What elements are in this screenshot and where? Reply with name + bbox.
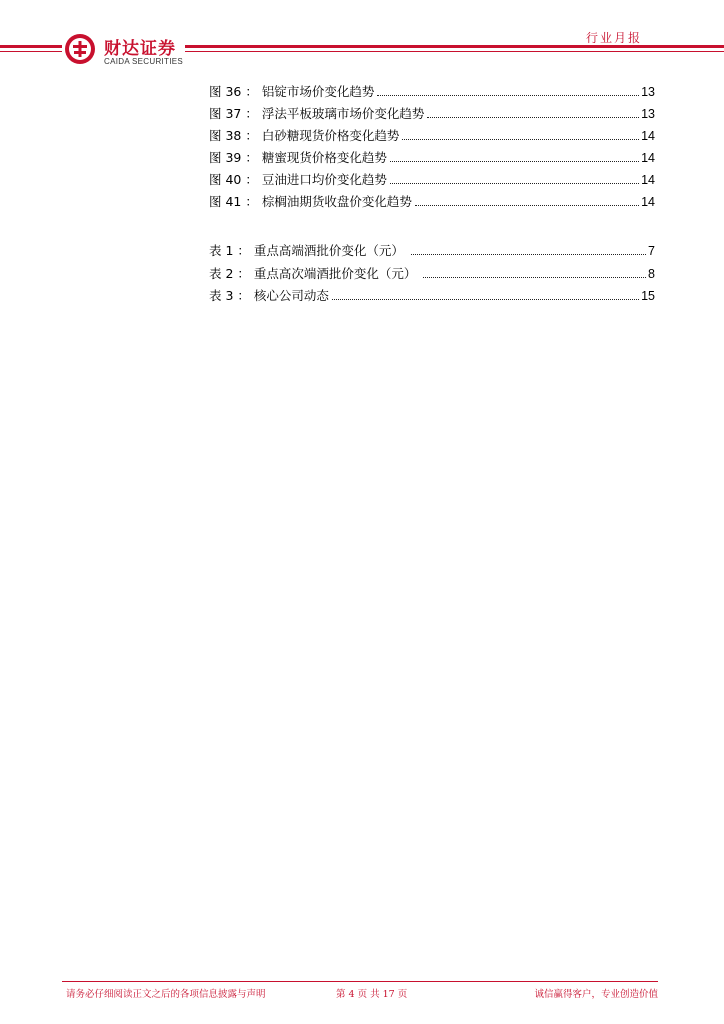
toc-leader <box>377 94 639 96</box>
toc-entry[interactable] <box>209 103 655 123</box>
toc-leader <box>415 204 639 206</box>
logo-english-name: CAIDA SECURITIES <box>104 57 184 66</box>
page-header <box>0 0 724 80</box>
toc-entry-label: 图 37 ： 浮法平板玻璃市场价变化趋势 <box>209 106 425 121</box>
toc-leader <box>423 276 646 278</box>
toc-entry-page: 14 <box>641 151 655 165</box>
toc-leader <box>427 116 639 118</box>
toc-entry-label: 图 36 ： 铝锭市场价变化趋势 <box>209 84 375 99</box>
toc-entry-label: 图 38 ： 白砂糖现货价格变化趋势 <box>209 128 400 143</box>
caida-logo-icon <box>64 33 96 65</box>
logo-chinese-name: 财达证券 <box>104 39 176 59</box>
toc-entry-page: 15 <box>641 289 655 303</box>
toc-leader <box>411 253 646 255</box>
header-rule-thin <box>185 51 724 52</box>
toc-entry[interactable] <box>209 240 655 260</box>
toc-entry-page: 14 <box>641 129 655 143</box>
footer-disclaimer: 请务必仔细阅读正文之后的各项信息披露与声明 <box>66 989 266 1000</box>
toc-entry-page: 13 <box>641 107 655 121</box>
toc-entry-label: 图 40 ： 豆油进口均价变化趋势 <box>209 172 387 187</box>
header-rule <box>185 45 724 48</box>
toc-entry[interactable] <box>209 147 655 167</box>
toc-entry-page: 13 <box>641 85 655 99</box>
toc-entry-page: 7 <box>648 244 655 258</box>
toc-entry-label: 表 3 ： 核心公司动态 <box>209 288 329 303</box>
toc-leader <box>402 138 639 140</box>
toc-entry[interactable] <box>209 125 655 145</box>
toc-entry-page: 14 <box>641 173 655 187</box>
toc-entry[interactable] <box>209 191 655 211</box>
footer-slogan: 诚信赢得客户，专业创造价值 <box>534 989 658 1000</box>
toc-entry-page: 14 <box>641 195 655 209</box>
header-rule <box>0 45 62 48</box>
footer-rule <box>62 981 658 982</box>
report-type: 行业月报 <box>585 31 642 45</box>
toc-entry[interactable] <box>209 81 655 101</box>
toc-entry-label: 图 39 ： 糖蜜现货价格变化趋势 <box>209 150 387 165</box>
toc-entry-page: 8 <box>648 267 655 281</box>
toc-entry-label: 图 41 ： 棕榈油期货收盘价变化趋势 <box>209 194 412 209</box>
toc-leader <box>390 182 639 184</box>
toc-entry[interactable] <box>209 285 655 305</box>
toc-entry-label: 表 1 ： 重点高端酒批价变化（元） <box>209 243 408 258</box>
toc-entry[interactable] <box>209 169 655 189</box>
toc-entry[interactable] <box>209 263 655 283</box>
toc-leader <box>390 160 639 162</box>
header-rule-thin <box>0 51 62 52</box>
footer-page-number: 第 4 页 共 17 页 <box>336 989 408 1000</box>
toc-entry-label: 表 2 ： 重点高次端酒批价变化（元） <box>209 266 421 281</box>
toc-leader <box>332 298 639 300</box>
